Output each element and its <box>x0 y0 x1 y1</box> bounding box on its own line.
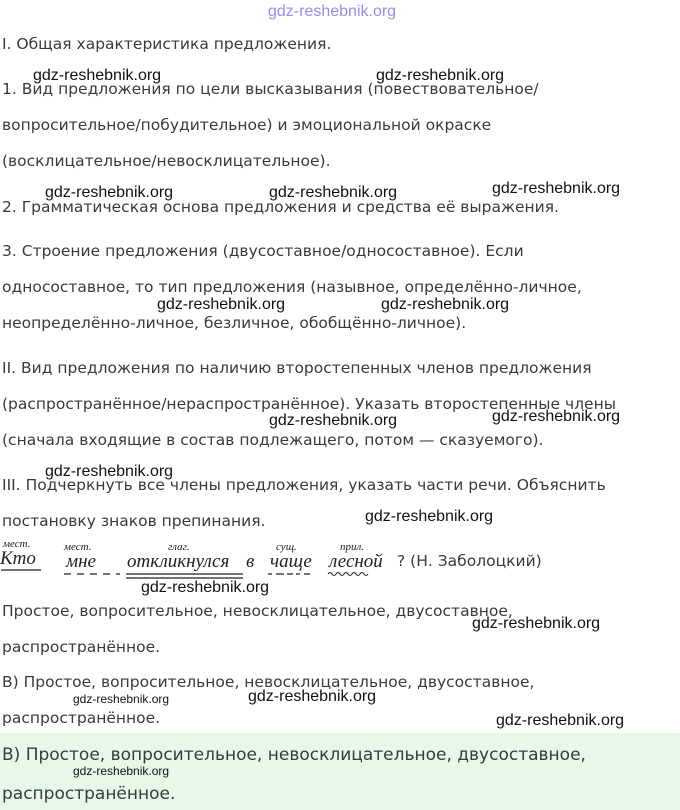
pos-label: прил. <box>340 541 365 553</box>
watermark: gdz-reshebnik.org <box>157 296 286 313</box>
answer-3-line-2: распространённое. <box>2 784 176 804</box>
watermark: gdz-reshebnik.org <box>492 408 621 425</box>
watermark: gdz-reshebnik.org <box>365 508 494 525</box>
word-circumstance: чаще <box>270 551 312 572</box>
watermark: gdz-reshebnik.org <box>45 184 174 201</box>
secondary-line-3: (сначала входящие в состав подлежащего, потом — сказуемого). <box>2 431 544 449</box>
pos-label: мест. <box>3 538 31 550</box>
heading-underline: III. Подчеркнуть все члены предложения, указать части речи. Объяснить <box>2 476 606 494</box>
word-preposition: в <box>246 551 255 572</box>
watermark: gdz-reshebnik.org <box>141 579 270 596</box>
answer-1-line-2: распространённое. <box>2 638 161 656</box>
parsed-sentence <box>0 538 560 582</box>
word-subject: Кто <box>0 548 36 569</box>
item-1-line-3: (восклицательное/невосклицательное). <box>2 152 331 170</box>
item-3-line-3: неопределённо-личное, безличное, обобщённо-личное). <box>2 314 467 332</box>
item-1-line-2: вопросительное/побудительное) и эмоциональной окраске <box>2 116 492 134</box>
watermark: gdz-reshebnik.org <box>381 296 510 313</box>
watermark: gdz-reshebnik.org <box>45 463 174 480</box>
watermark: gdz-reshebnik.org <box>376 67 505 84</box>
underline-marks <box>0 538 560 582</box>
pos-label: глаг. <box>168 541 190 553</box>
watermark: gdz-reshebnik.org <box>33 67 162 84</box>
watermark: gdz-reshebnik.org <box>269 412 398 429</box>
secondary-line-2: (распространённое/нераспространённое). Указать второстепенные члены <box>2 395 616 413</box>
watermark: gdz-reshebnik.org <box>248 688 377 705</box>
answer-2-line-2: распространённое. <box>2 709 161 727</box>
watermark: gdz-reshebnik.org <box>472 615 601 632</box>
answer-1-line-1: Простое, вопросительное, невосклицательное, двусоставное, <box>2 602 513 620</box>
watermark: gdz-reshebnik.org <box>73 764 170 778</box>
heading-secondary: II. Вид предложения по наличию второстепенных членов предложения <box>2 359 592 377</box>
pos-label: мест. <box>64 541 92 553</box>
watermark: gdz-reshebnik.org <box>492 180 621 197</box>
item-2: 2. Грамматическая основа предложения и средства её выражения. <box>2 198 559 216</box>
watermark: gdz-reshebnik.org <box>269 184 398 201</box>
watermark: gdz-reshebnik.org <box>496 712 625 729</box>
pos-label: сущ. <box>276 541 297 553</box>
word-object: мне <box>66 551 96 572</box>
sentence-ending: ? (Н. Заболоцкий) <box>397 552 542 570</box>
item-1-line-1: 1. Вид предложения по цели высказывания (повествовательное/ <box>2 80 539 98</box>
watermark-top: gdz-reshebnik.org <box>268 3 397 20</box>
answer-2-line-1: В) Простое, вопросительное, невосклицательное, двусоставное, <box>2 673 535 691</box>
answer-3-line-1: В) Простое, вопросительное, невосклицательное, двусоставное, <box>2 745 586 765</box>
word-predicate: откликнулся <box>127 551 230 572</box>
word-attribute: лесной <box>329 551 383 572</box>
item-3-line-2: односоставное, то тип предложения (назывное, определённо-личное, <box>2 278 582 296</box>
item-3-line-1: 3. Строение предложения (двусоставное/односоставное). Если <box>2 242 524 260</box>
underline-line-2: постановку знаков препинания. <box>2 512 266 530</box>
heading-general: I. Общая характеристика предложения. <box>2 35 332 53</box>
watermark: gdz-reshebnik.org <box>73 692 170 706</box>
